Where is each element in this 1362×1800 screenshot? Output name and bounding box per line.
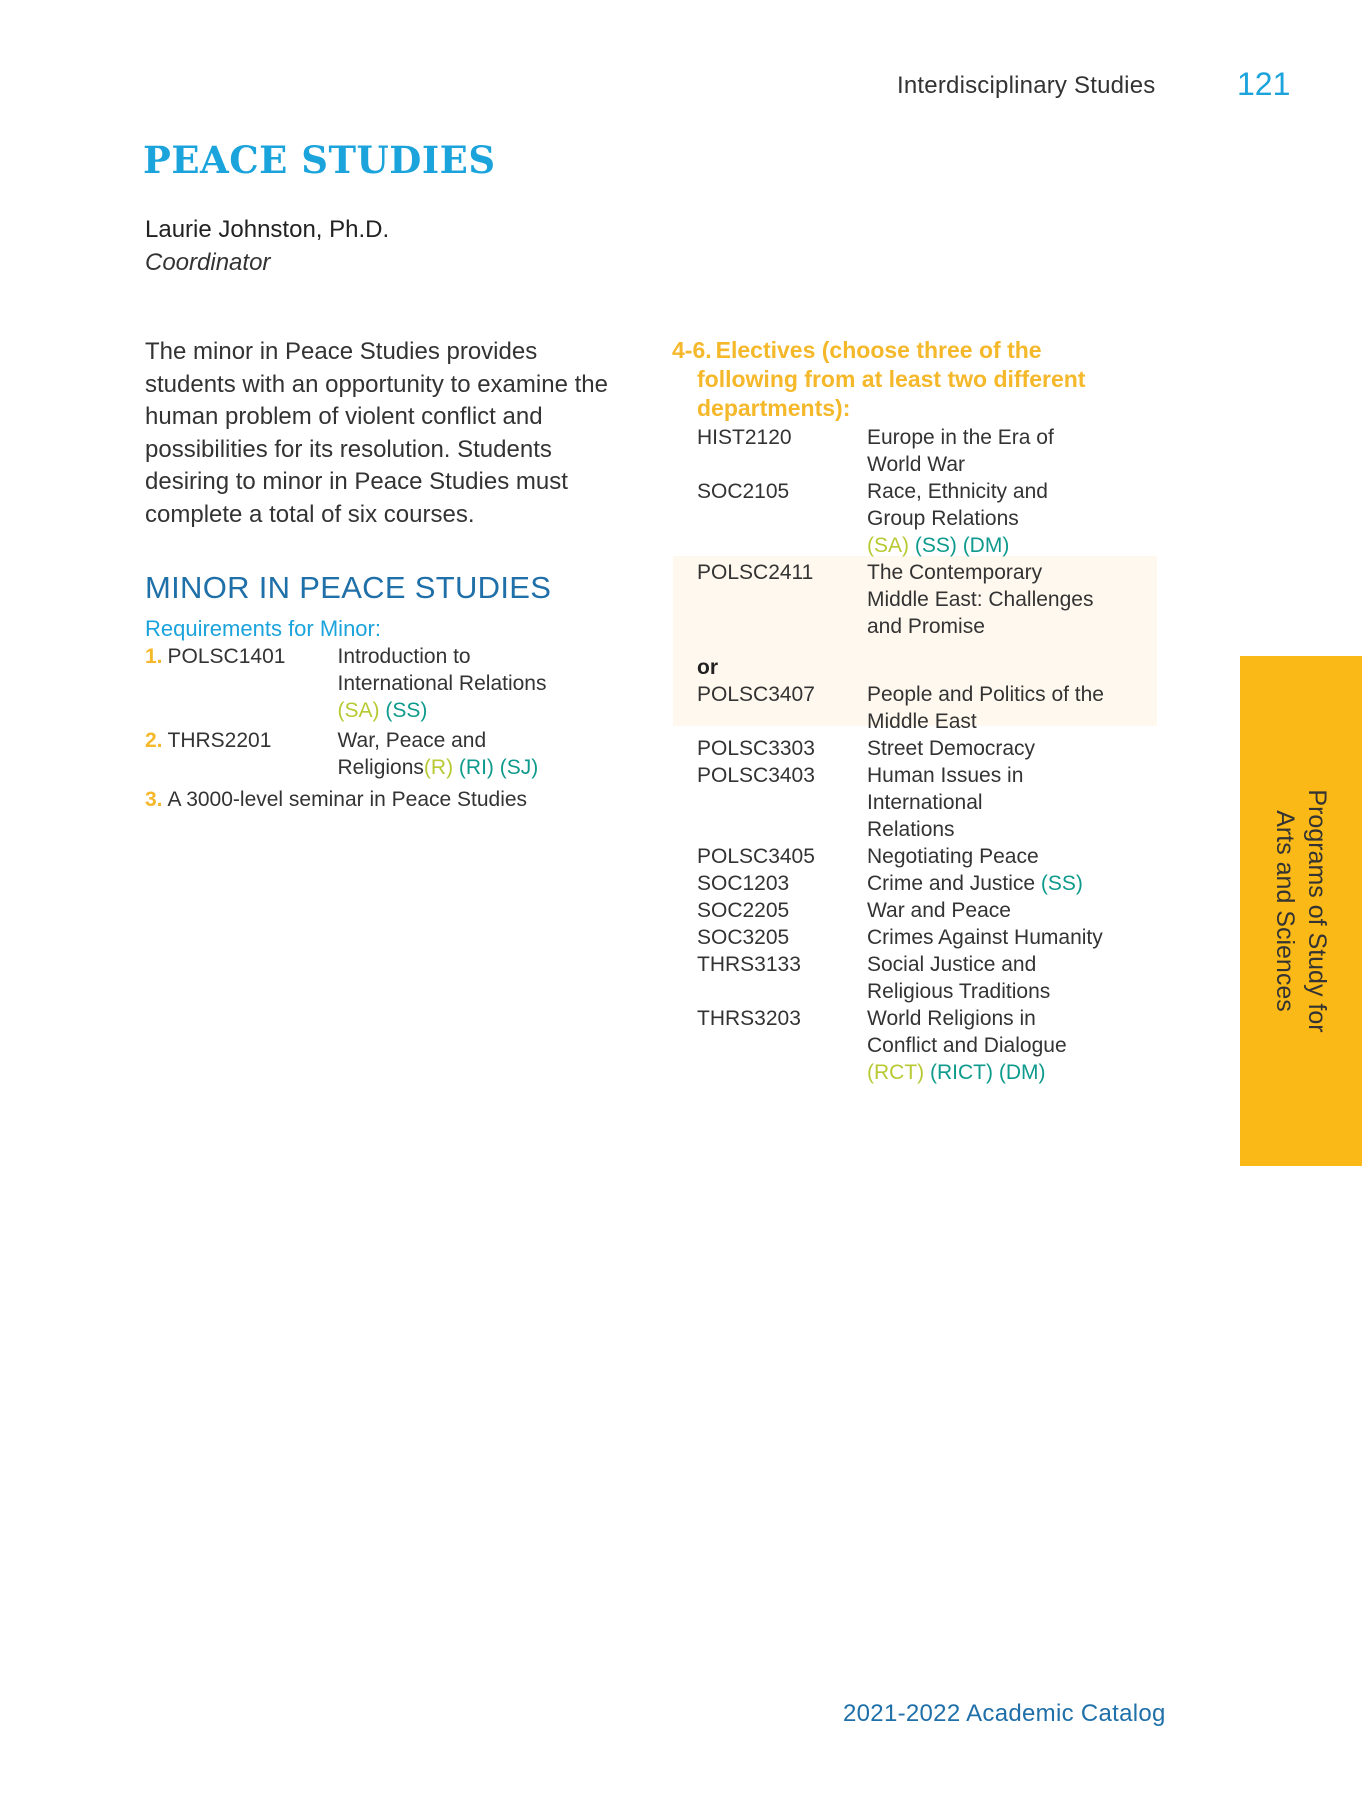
list-item (697, 424, 1137, 478)
course-code: POLSC2411 (697, 561, 814, 584)
course-title: Crimes Against Humanity (867, 926, 1103, 949)
list-item (697, 951, 1137, 1005)
running-header-section: Interdisciplinary Studies (897, 72, 1156, 99)
list-item (697, 870, 1137, 897)
section-side-tab (1240, 656, 1362, 1166)
course-code: POLSC1401 (167, 645, 286, 668)
course-code: POLSC3303 (697, 737, 815, 760)
course-code: POLSC3407 (697, 683, 815, 706)
attribute-tag: (SJ) (499, 756, 539, 779)
list-item (697, 478, 1137, 559)
side-tab-label: Programs of Study for Arts and Sciences (1271, 789, 1331, 1033)
list-item (697, 681, 1137, 735)
course-title: Introduction to International Relations (SA) (SS) (337, 645, 547, 722)
requirement-number: 1. (145, 645, 163, 668)
list-item (697, 897, 1137, 924)
requirement-3 (145, 786, 527, 813)
list-item (697, 1005, 1137, 1086)
course-code: HIST2120 (697, 426, 792, 449)
list-item (697, 843, 1137, 870)
course-title: War and Peace (867, 899, 1011, 922)
course-title: Street Democracy (867, 737, 1036, 760)
coordinator-role: Coordinator (145, 249, 271, 276)
course-title: Race, Ethnicity and Group Relations (SA) (SS) (DM) (867, 480, 1048, 557)
attribute-tag: (RICT) (930, 1061, 993, 1084)
attribute-tag: (DM) (962, 534, 1010, 557)
minor-heading: MINOR IN PEACE STUDIES (145, 570, 552, 605)
course-title: The Contemporary Middle East: Challenges and Promise (867, 561, 1094, 638)
attribute-tag: (SS) (1040, 872, 1083, 895)
requirement-2 (145, 727, 578, 781)
course-code: SOC3205 (697, 926, 790, 949)
course-title: Negotiating Peace (867, 845, 1039, 868)
requirements-heading: Requirements for Minor: (145, 616, 381, 641)
requirement-text: A 3000-level seminar in Peace Studies (167, 788, 528, 811)
course-title: Human Issues in International Relations (867, 764, 1024, 841)
attribute-tag: (RI) (458, 756, 494, 779)
or-separator: or (697, 656, 718, 679)
requirement-1 (145, 643, 578, 724)
list-item (697, 735, 1137, 762)
course-title: War, Peace and Religions(R) (RI) (SJ) (337, 729, 539, 779)
attribute-tag: (DM) (998, 1061, 1046, 1084)
attribute-tag: (SA) (867, 534, 909, 557)
course-code: SOC2105 (697, 480, 790, 503)
intro-paragraph: The minor in Peace Studies provides students with an opportunity to examine the human problem of violent conflict and possibilities for its resolution. Students desiring to minor in Peace Studies must complete a total of six courses. (145, 338, 608, 528)
course-code: THRS3133 (697, 953, 801, 976)
attribute-tag: (RCT) (867, 1061, 925, 1084)
course-code: SOC1203 (697, 872, 790, 895)
course-title: People and Politics of the Middle East (867, 683, 1104, 733)
course-code: THRS3203 (697, 1007, 801, 1030)
course-title: World Religions in Conflict and Dialogue (RCT) (RICT) (DM) (867, 1007, 1067, 1084)
course-code: SOC2205 (697, 899, 790, 922)
page-number: 121 (1237, 66, 1291, 102)
requirement-number: 2. (145, 729, 163, 752)
course-title: Social Justice and Religious Traditions (867, 953, 1051, 1003)
list-item (697, 924, 1137, 951)
attribute-tag: (SS) (914, 534, 957, 557)
attribute-tag: (R) (423, 756, 454, 779)
coordinator-name: Laurie Johnston, Ph.D. (145, 216, 390, 243)
course-code: THRS2201 (167, 729, 272, 752)
footer-catalog-title: 2021-2022 Academic Catalog (843, 1700, 1166, 1727)
electives-heading: 4-6. Electives (choose three of the following from at least two different departments): (672, 337, 1086, 421)
course-title: Crime and Justice (SS) (867, 872, 1083, 895)
page-title: PEACE STUDIES (143, 138, 496, 182)
course-code: POLSC3405 (697, 845, 815, 868)
list-item (697, 762, 1137, 843)
requirement-number: 3. (145, 788, 163, 811)
attribute-tag: (SA) (337, 699, 380, 722)
list-item (697, 559, 1137, 640)
course-code: POLSC3403 (697, 764, 815, 787)
course-title: Europe in the Era of World War (867, 426, 1054, 476)
electives-list (697, 424, 1137, 1086)
attribute-tag: (SS) (385, 699, 428, 722)
